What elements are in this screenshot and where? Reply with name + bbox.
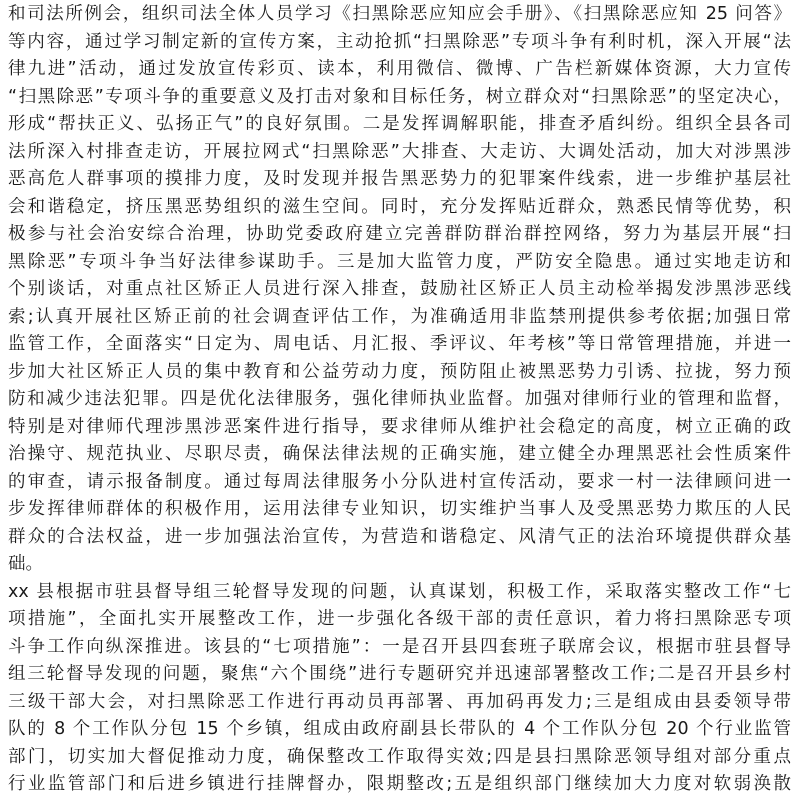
text-line: 组三轮督导发现的问题，聚焦“六个围绕”进行专题研究并迅速部署整改工作;二是召开县乡村 xyxy=(8,664,791,684)
text-line: 斗争工作向纵深推进。该县的“七项措施”：一是召开县四套班子联席会议，根据市驻县督导 xyxy=(8,636,791,657)
text-line: xx 县根据市驻县督导组三轮督导发现的问题，认真谋划，积极工作，采取落实整改工作“七 xyxy=(8,581,791,602)
paragraph-seven-measures xyxy=(8,579,791,799)
text-line: 特别是对律师代理涉黑涉恶案件进行指导，要求律师从维护社会稳定的高度，树立正确的政 xyxy=(8,416,791,437)
text-line: 步加大社区矫正人员的集中教育和公益劳动力度，预防阻止被黑恶势力引诱、拉拢，努力预 xyxy=(8,361,791,382)
text-line: 法所深入村排查走访，开展拉网式“扫黑除恶”大排查、大走访、大调处活动，加大对涉黑涉 xyxy=(8,141,791,162)
text-line: 律九进”活动，通过发放宣传彩页、读本，利用微信、微博、广告栏新媒体资源，大力宣传 xyxy=(8,59,791,79)
text-line: 行业监管部门和后进乡镇进行挂牌督办，限期整改;五是组织部门继续加大力度对软弱涣散 xyxy=(8,774,791,794)
text-line: 等内容，通过学习制定新的宣传方案，主动抢抓“扫黑除恶”专项斗争有利时机，深入开展“法 xyxy=(8,31,791,52)
text-line: 群众的合法权益，进一步加强法治宣传，为营造和谐稳定、风清气正的法治环境提供群众基 xyxy=(8,526,791,547)
text-line: 三级干部大会，对扫黑除恶工作进行再动员再部署、再加码再发力;三是组成由县委领导带 xyxy=(8,691,791,712)
text-line: 监管工作，全面落实“日定为、周电话、月汇报、季评议、年考核”等日常管理措施，并进一 xyxy=(8,334,791,354)
text-line-paragraph-end: 础。 xyxy=(8,554,43,574)
paragraph-legal-services xyxy=(8,1,791,579)
text-line: 个别谈话，对重点社区矫正人员进行深入排查，鼓励社区矫正人员主动检举揭发涉黑涉恶线 xyxy=(8,279,791,299)
text-line: “扫黑除恶”专项斗争的重要意义及打击对象和目标任务，树立群众对“扫黑除恶”的坚定决心， xyxy=(8,86,791,107)
text-line: 步发挥律师群体的积极作用，运用法律专业知识，切实维护当事人及受黑恶势力欺压的人民 xyxy=(8,499,791,519)
text-line: 恶高危人群事项的摸排力度，及时发现并报告黑恶势力的犯罪案件线索，进一步维护基层社 xyxy=(8,169,791,189)
text-line: 极参与社会治安综合治理，协助党委政府建立完善群防群治群控网络，努力为基层开展“扫 xyxy=(8,224,791,244)
text-line: 部门，切实加大督促推动力度，确保整改工作取得实效;四是县扫黑除恶领导组对部分重点 xyxy=(8,746,791,767)
text-line: 治操守、规范执业、尽职尽责，确保法律法规的正确实施，建立健全办理黑恶社会性质案件 xyxy=(8,444,791,464)
text-line: 黑除恶”专项斗争当好法律参谋助手。三是加大监管力度，严防安全隐患。通过实地走访和 xyxy=(8,251,791,272)
text-line: 和司法所例会，组织司法全体人员学习《扫黑除恶应知应会手册》、《扫黑除恶应知 25 问答》 xyxy=(8,4,791,24)
text-line: 形成“帮扶正义、弘扬正气”的良好氛围。二是发挥调解职能，排查矛盾纠纷。组织全县各司 xyxy=(8,114,791,134)
text-line: 防和减少违法犯罪。四是优化法律服务，强化律师执业监督。加强对律师行业的管理和监督， xyxy=(8,389,791,409)
text-line: 的审查，请示报备制度。通过每周法律服务小分队进村宣传活动，要求一村一法律顾问进一 xyxy=(8,471,791,492)
text-line: 索;认真开展社区矫正前的社会调查评估工作，为准确适用非监禁刑提供参考依据;加强日常 xyxy=(8,306,791,327)
text-line: 队的 8 个工作队分包 15 个乡镇，组成由政府副县长带队的 4 个工作队分包 20 个行业监管 xyxy=(8,719,791,739)
text-line: 会和谐稳定，挤压黑恶势组织的滋生空间。同时，充分发挥贴近群众，熟悉民情等优势，积 xyxy=(8,196,791,217)
text-line: 项措施”，全面扎实开展整改工作，进一步强化各级干部的责任意识，着力将扫黑除恶专项 xyxy=(8,609,791,629)
document-body xyxy=(8,1,791,799)
